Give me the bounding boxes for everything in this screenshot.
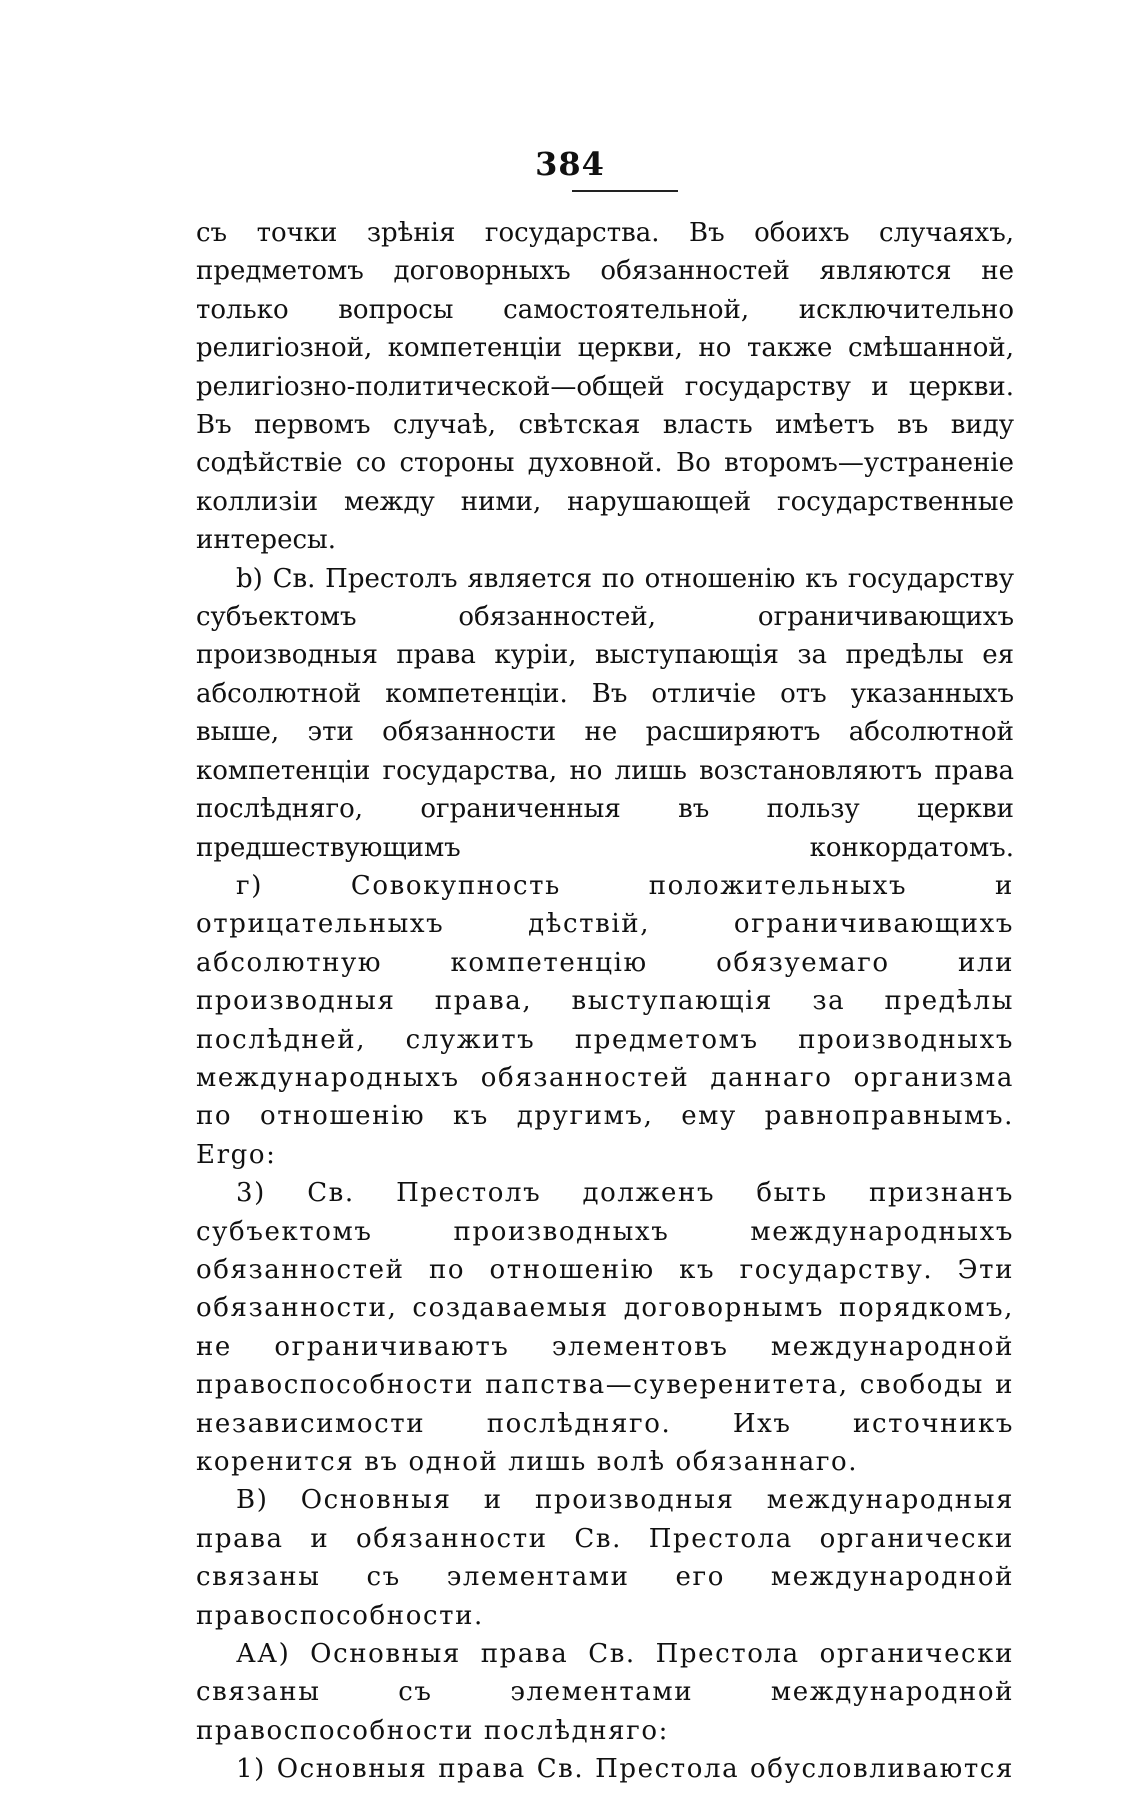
paragraph-4: 3) Св. Престолъ долженъ быть признанъ субъектомъ производныхъ международныхъ обязанностей по отношенію къ государству. Эти обязанности, создаваемыя договорнымъ порядкомъ, не ограничиваютъ элементовъ международной правоспособности папства—суверенитета, свободы и независимости послѣдняго. Ихъ источникъ коренится въ одной лишь волѣ обязаннаго.	[196, 1178, 1014, 1477]
paragraph-3: г) Совокупность положительныхъ и отрицательныхъ дѣствій, ограничивающихъ абсолютную компетенцію обязуемаго или производныя права, выступающія за предѣлы послѣдней, служитъ предметомъ производныхъ международныхъ обязанностей даннаго организма по отношенію къ другимъ, ему равноправнымъ. Ergo:	[196, 870, 1014, 1170]
paragraph-5: В) Основныя и производныя международныя права и обязанности Св. Престола органически связаны съ элементами его международной правоспособности.	[196, 1485, 1014, 1631]
paragraph-6: АА) Основныя права Св. Престола органически связаны съ элементами международной правоспособности послѣдняго:	[196, 1639, 1014, 1746]
paragraph-2: b) Св. Престолъ является по отношенію къ государству субъектомъ обязанностей, ограничивающихъ производныя права куріи, выступающія за предѣлы ея абсолютной компетенціи. Въ отличіе отъ указанныхъ выше, эти обязанности не расширяютъ абсолютной компетенціи государства, но лишь возстановляютъ права послѣдняго, ограниченныя въ пользу церкви предшествующимъ конкордатомъ.	[196, 563, 1014, 863]
text-block	[196, 214, 1014, 1789]
paragraph-1: съ точки зрѣнія государства. Въ обоихъ случаяхъ, предметомъ договорныхъ обязанностей являются не только вопросы самостоятельной, исключительно религіозной, компетенціи церкви, но также смѣшанной, религіозно-политической—общей государству и церкви. Въ первомъ случаѣ, свѣтская власть имѣетъ въ виду содѣйствіе со стороны духовной. Во второмъ—устраненіе коллизіи между ними, нарушающей государственные интересы.	[196, 218, 1014, 556]
paragraph-7: 1) Основныя права Св. Престола обусловливаются	[236, 1754, 1014, 1785]
page-number-rule	[572, 190, 678, 192]
page-number: 384	[535, 145, 605, 183]
